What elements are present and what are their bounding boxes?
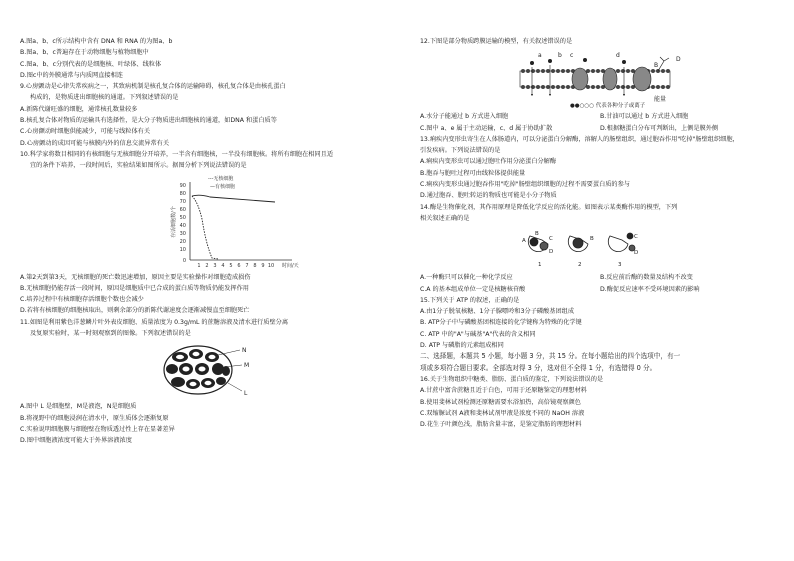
q11-stem-line2: 及复原实验时，某一时刻观察到的图像。下列叙述错误的是 — [30, 330, 191, 338]
x-tick-10: 10 — [267, 262, 275, 269]
y-axis-label: 存活细胞数/个 — [171, 205, 177, 238]
y-tick-0: 0 — [182, 257, 186, 264]
q12-option-d: D.根据糖蛋白分布可判断出，上侧是膜外侧 — [600, 124, 719, 132]
x-tick-3: 3 — [213, 262, 217, 269]
y-tick-60: 60 — [179, 206, 186, 213]
label-l: L — [244, 390, 248, 398]
phospholipid-head — [616, 85, 620, 89]
y-tick-10: 10 — [179, 246, 186, 253]
q14-options-row1 — [420, 272, 780, 283]
x-tick-4: 4 — [221, 262, 225, 269]
fig14-label-d: D — [549, 249, 554, 256]
phospholipid-head — [551, 69, 555, 73]
q11-option-a: A.图中 L 是细胞壁，M是液泡，N是细胞质 — [20, 403, 137, 411]
x-tick-9: 9 — [261, 262, 265, 269]
series-nucleus-free-line — [192, 196, 218, 259]
phospholipid-head — [536, 69, 540, 73]
q14-option-a: A.一种酶只可以催化一种化学反应 — [420, 274, 513, 282]
y-tick-70: 70 — [179, 198, 186, 205]
x-tick-2: 2 — [205, 262, 209, 269]
q8-option-d: D.图c中的外膜通常与内质网直接相连 — [20, 71, 123, 79]
phospholipid-head — [541, 69, 545, 73]
q13-option-c: C.痢疾内变形虫通过胞吞作用"吃掉"肠壁组织细胞的过程不需要蛋白质的参与 — [420, 181, 630, 189]
left-column — [20, 36, 388, 447]
q13-option-d: D.通过胞吞、胞吐转运的物质也可能是小分子物质 — [420, 192, 557, 200]
phospholipid-head — [521, 69, 525, 73]
q14-stem-line1: 14.酶是生物催化剂，其作用原理是降低化学反应的活化能。如图表示某类酶作用的模型，下列 — [420, 203, 678, 211]
q10-option-d: D.若将有核细胞的细胞核取出，则剩余部分的新陈代谢速度会逐渐减慢直至细胞死亡 — [20, 307, 250, 315]
label-D: D — [676, 56, 681, 64]
phospholipid-head — [666, 85, 670, 89]
q14-enzyme-figure — [420, 226, 780, 270]
q14-option-b: B.反应前后酶的数量及结构不改变 — [600, 274, 693, 282]
y-tick-40: 40 — [179, 222, 186, 229]
phospholipid-head — [531, 85, 535, 89]
q10-stem-line1: 10.科学家将数目相同的有核细胞与无核细胞分开培养，一半含有细胞核，一半没有细胞核。将所有细胞在相同且适 — [20, 150, 334, 158]
q12-option-c: C.图中 a、e 属于主动运输，c、d 属于协助扩散 — [420, 124, 553, 132]
q9-stem-line2: 构成的，是物质进出细胞核的通道。下列叙述错误的是 — [30, 94, 179, 102]
section2-header-line1: 二、选择题，本题共 5 小题，每小题 3 分，共 15 分。在每小题给出的四个选项中，有一 — [420, 352, 681, 361]
q8-option-b: B.图a、b、c普遍存在于动物细胞与植物细胞中 — [20, 49, 149, 57]
fig14-label-a: A — [522, 238, 526, 245]
fig14-label-c2: C — [634, 234, 638, 241]
label-c: c — [570, 52, 574, 60]
q9-option-b: B.核孔复合体对物质的运输具有选择性，是大分子物质进出细胞核的通道，如DNA 和蛋白质等 — [20, 117, 277, 125]
label-n: N — [242, 347, 247, 355]
q11-stem-line1: 11.如图是利用紫色洋葱鳞片叶外表皮细胞、质量浓度为 0.3g/mL 的蔗糖溶液及清水进行质壁分离 — [20, 318, 289, 326]
fig14-num-1: 1 — [538, 262, 542, 269]
section2-header-line2: 项或多项符合题目要求。全部选对得 3 分，选对但不全得 1 分，有选错得 0 分。 — [420, 363, 657, 372]
q11-option-b: B.将视野中的细胞浸润在清水中，原生质体会逐渐复原 — [20, 414, 169, 422]
q15-option-c: C. ATP 中的"A"与碱基"A"代表的含义相同 — [420, 330, 536, 338]
series-nucleated-line — [192, 195, 275, 202]
fig14-label-b: B — [535, 231, 539, 238]
y-tick-80: 80 — [179, 190, 186, 197]
q14-option-d: D.酶促反应速率不受环境因素的影响 — [600, 285, 700, 293]
label-a: a — [538, 52, 542, 60]
q16-option-b: B.使用斐林试剂检测还原糖需要水浴加热，高倍镜观察颜色 — [420, 398, 581, 406]
fig14-label-b2: B — [590, 236, 594, 243]
phospholipid-head — [561, 85, 565, 89]
fig14-num-2: 2 — [578, 262, 582, 269]
x-tick-7: 7 — [245, 262, 249, 269]
q8-option-a: A.图a、b、c所示结构中含有 DNA 和 RNA 的为图a、b — [20, 38, 173, 45]
right-column — [420, 36, 780, 430]
label-B: B — [654, 62, 659, 70]
phospholipid-head — [526, 85, 530, 89]
q14-option-c: C.A 的基本组成单位一定是核糖核苷酸 — [420, 285, 526, 293]
label-m: M — [244, 362, 250, 370]
label-d: d — [616, 52, 620, 60]
x-tick-8: 8 — [253, 262, 257, 269]
fig14-label-c: C — [549, 236, 553, 243]
phospholipid-head — [651, 85, 655, 89]
y-tick-20: 20 — [179, 238, 186, 245]
x-axis-label: 时间/天 — [282, 262, 299, 269]
q13-option-a: A.痢疾内变形虫可以通过胞吐作用分泌蛋白分解酶 — [420, 158, 557, 166]
label-b: b — [558, 52, 562, 60]
q15-option-a: A.由1分子脱氧核糖、1分子腺嘌呤和3分子磷酸基团组成 — [420, 308, 575, 316]
q12-option-a: A.水分子能通过 b 方式进入细胞 — [420, 113, 509, 121]
phospholipid-head — [546, 85, 550, 89]
q10-stem-line2: 宜的条件下培养，一段时间后，实验结果如图所示。据图分析下列说法错误的是 — [30, 162, 247, 170]
q11-option-d: D.图中细胞液浓度可能大于外界溶液浓度 — [20, 437, 132, 445]
phospholipid-head — [616, 69, 620, 73]
phospholipid-head — [661, 69, 665, 73]
q9-option-c: C.心房颤动时细胞供能减少，可能与线粒体有关 — [20, 128, 151, 136]
q10-option-c: C.培养过程中有核细胞存活细胞个数也会减少 — [20, 296, 144, 304]
phospholipid-head — [551, 85, 555, 89]
q12-options-row1 — [420, 111, 780, 122]
legend-nucleated: —有核细胞 — [210, 183, 236, 190]
q15-option-d: D. ATP 与磷脂的元素组成相同 — [420, 342, 504, 350]
q12-options-row2 — [420, 123, 780, 134]
label-energy: 能量 — [654, 96, 667, 104]
phospholipid-head — [666, 69, 670, 73]
y-tick-30: 30 — [179, 230, 186, 237]
q10-chart — [20, 174, 388, 270]
q12-option-b: B.甘油可以通过 b 方式进入细胞 — [600, 113, 689, 121]
phospholipid-head — [561, 69, 565, 73]
q13-option-b: B.胞吞与胞吐过程可由线粒体提供能量 — [420, 169, 526, 177]
phospholipid-head — [621, 85, 625, 89]
phospholipid-head — [661, 85, 665, 89]
fig14-num-3: 3 — [618, 262, 622, 269]
phospholipid-head — [591, 85, 595, 89]
phospholipid-head — [566, 85, 570, 89]
q9-option-a: A.新陈代谢旺盛的细胞，通常核孔数量较多 — [20, 105, 138, 113]
q10-option-b: B.无核细胞仍能存活一段时间，原因是细胞质中已合成的蛋白质等物质仍能发挥作用 — [20, 284, 249, 292]
x-tick-5: 5 — [229, 262, 233, 269]
q16-option-a: A.甘蔗中富含蔗糖且近于白色，可用于还原糖鉴定的理想材料 — [420, 387, 587, 395]
x-tick-1: 1 — [197, 262, 201, 269]
figure-caption: ●●○○○ 代表各种分子或离子 — [570, 103, 646, 110]
phospholipid-head — [531, 69, 535, 73]
phospholipid-head — [521, 85, 525, 89]
q9-option-d: D.心房颤动的成因可能与核膜内外的信息交流异常有关 — [20, 139, 170, 147]
q9-stem-line1: 9.心房颤动是心律失常疾病之一，其致病机制是核孔复合体的运输障碍，核孔复合体是由核孔蛋白 — [20, 83, 286, 91]
q11-cell-figure — [20, 341, 388, 399]
q14-stem-line2: 相关叙述正确的是 — [420, 214, 470, 222]
x-tick-6: 6 — [237, 262, 241, 269]
phospholipid-head — [596, 69, 600, 73]
phospholipid-head — [656, 85, 660, 89]
q12-membrane-figure — [420, 49, 780, 109]
phospholipid-head — [626, 85, 630, 89]
q14-options-row2 — [420, 284, 780, 295]
legend-nucleus-free: ---无核细胞 — [208, 175, 234, 182]
q15-option-b: B. ATP分子中与磷酸基团相连接的化学键称为特殊的化学键 — [420, 319, 582, 327]
q16-stem: 16.关于生物组织中糖类、脂肪、蛋白质的鉴定，下列说法错误的是 — [420, 375, 604, 383]
q13-stem-line1: 13.痢疾内变形虫寄生在人体肠道内，可以分泌蛋白分解酶，溶解人的肠壁组织，通过胞吞作用"吃掉"肠壁组织细胞， — [420, 135, 739, 143]
q15-stem: 15.下列关于 ATP 的叙述，正确的是 — [420, 296, 520, 304]
y-tick-90: 90 — [179, 182, 186, 189]
phospholipid-head — [546, 69, 550, 73]
phospholipid-head — [651, 69, 655, 73]
phospholipid-head — [626, 69, 630, 73]
q13-stem-line2: 引发疾病。下列说法错误的是 — [420, 147, 501, 155]
q10-option-a: A.第2天到第3天，无核细胞的死亡数迅速增加，原因主要是实验操作对细胞造成损伤 — [20, 273, 251, 281]
phospholipid-head — [566, 69, 570, 73]
phospholipid-head — [556, 85, 560, 89]
phospholipid-head — [556, 69, 560, 73]
q16-option-c: C.双缩脲试剂 A液和斐林试剂甲液是浓度不同的 NaOH 溶液 — [420, 409, 585, 417]
phospholipid-head — [536, 85, 540, 89]
phospholipid-head — [591, 69, 595, 73]
y-tick-50: 50 — [179, 214, 186, 221]
phospholipid-head — [596, 85, 600, 89]
phospholipid-head — [621, 69, 625, 73]
q12-stem: 12.下图是部分物质跨膜运输的模型，有关叙述错误的是 — [420, 38, 573, 45]
phospholipid-head — [541, 85, 545, 89]
q16-option-d: D.花生子叶颜色浅，脂肪含量丰富，是鉴定脂肪的理想材料 — [420, 421, 582, 429]
q11-option-c: C.实验说明细胞膜与细胞壁在物质透过性上存在显著差异 — [20, 425, 175, 433]
q8-option-c: C.图a、b、c分别代表的是细胞核、叶绿体、线粒体 — [20, 60, 162, 68]
phospholipid-head — [526, 69, 530, 73]
fig14-label-d2: D — [634, 250, 639, 257]
